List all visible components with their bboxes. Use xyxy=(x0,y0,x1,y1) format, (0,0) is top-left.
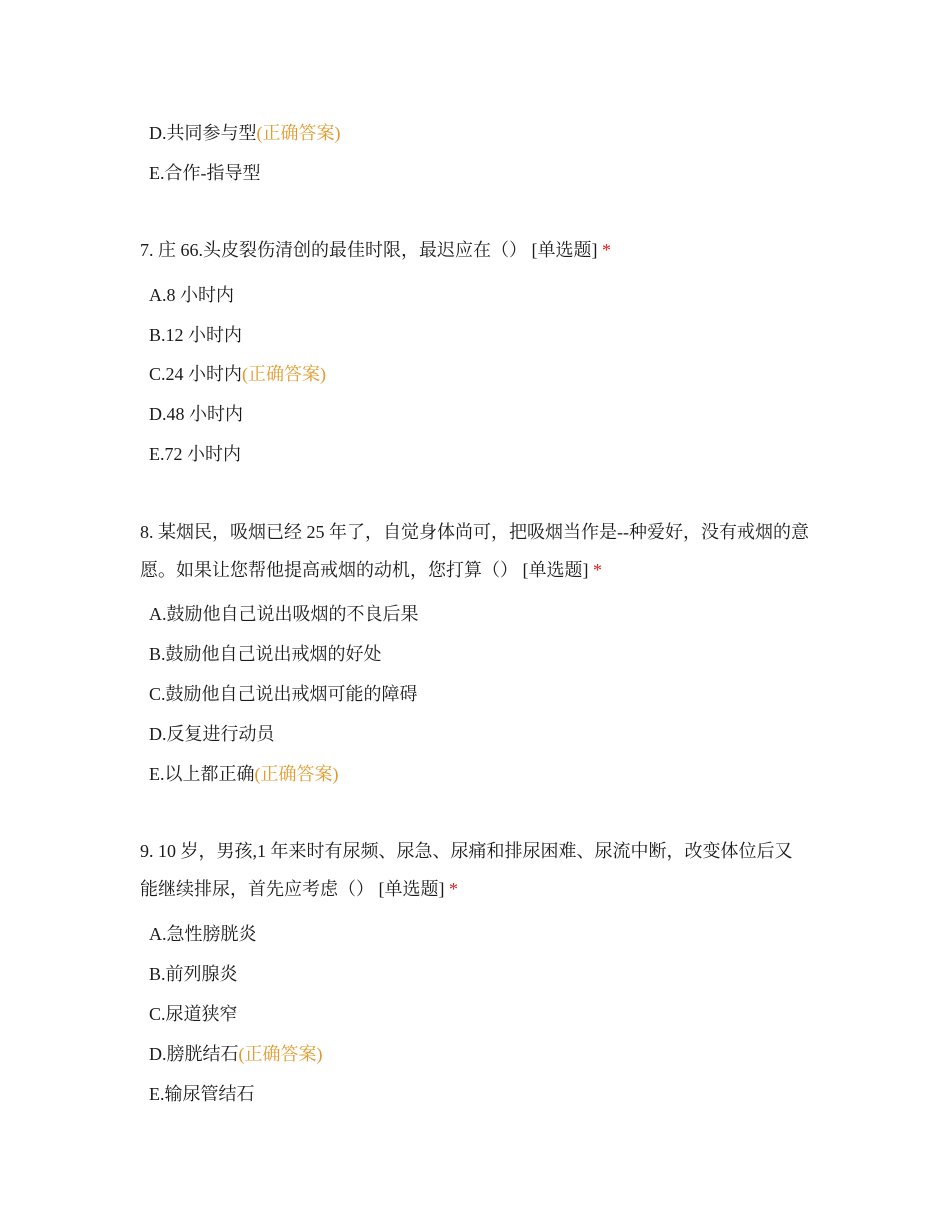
required-marker: * xyxy=(602,240,611,260)
option-text: C.尿道狭窄 xyxy=(149,1004,238,1024)
question-9-option-b[interactable] xyxy=(149,962,238,986)
question-9-option-d[interactable] xyxy=(149,1042,323,1066)
question-7-option-a[interactable] xyxy=(149,283,234,307)
question-8-option-b[interactable] xyxy=(149,642,382,666)
correct-answer-marker: (正确答案) xyxy=(256,123,341,143)
option-text: A.鼓励他自己说出吸烟的不良后果 xyxy=(149,604,419,624)
option-text: E.72 小时内 xyxy=(149,444,241,464)
option-text: D.膀胱结石 xyxy=(149,1044,239,1064)
option-text: D.反复进行动员 xyxy=(149,724,275,744)
question-9-title xyxy=(140,832,810,908)
option-text: E.输尿管结石 xyxy=(149,1084,255,1104)
prev-question-option-e[interactable] xyxy=(149,161,261,185)
question-8-option-a[interactable] xyxy=(149,602,419,626)
question-9-option-c[interactable] xyxy=(149,1002,238,1026)
option-text: E.合作-指导型 xyxy=(149,163,261,183)
question-8-option-e[interactable] xyxy=(149,762,339,786)
option-text: A.8 小时内 xyxy=(149,285,234,305)
question-7-title xyxy=(140,231,810,269)
question-8-title xyxy=(140,513,810,589)
question-9-option-e[interactable] xyxy=(149,1082,255,1106)
question-8-option-c[interactable] xyxy=(149,682,418,706)
question-7-option-d[interactable] xyxy=(149,402,243,426)
option-text: B.前列腺炎 xyxy=(149,964,238,984)
question-8-option-d[interactable] xyxy=(149,722,275,746)
question-7-option-e[interactable] xyxy=(149,442,241,466)
correct-answer-marker: (正确答案) xyxy=(238,1044,323,1064)
question-text: 8. 某烟民，吸烟已经 25 年了，自觉身体尚可，把吸烟当作是--种爱好，没有戒烟的意愿。如果让您帮他提高戒烟的动机，您打算（） [单选题] xyxy=(140,522,809,580)
option-text: B.鼓励他自己说出戒烟的好处 xyxy=(149,644,382,664)
correct-answer-marker: (正确答案) xyxy=(242,364,327,384)
option-text: A.急性膀胱炎 xyxy=(149,924,257,944)
question-7-option-c[interactable] xyxy=(149,362,326,386)
question-9-option-a[interactable] xyxy=(149,922,257,946)
required-marker: * xyxy=(593,560,602,580)
option-text: E.以上都正确 xyxy=(149,764,255,784)
option-text: C.24 小时内 xyxy=(149,364,243,384)
option-text: B.12 小时内 xyxy=(149,325,243,345)
prev-question-option-d[interactable] xyxy=(149,121,341,145)
correct-answer-marker: (正确答案) xyxy=(254,764,339,784)
option-text: D.共同参与型 xyxy=(149,123,257,143)
option-text: D.48 小时内 xyxy=(149,404,243,424)
question-7-option-b[interactable] xyxy=(149,323,242,347)
question-text: 7. 庄 66.头皮裂伤清创的最佳时限，最迟应在（） [单选题] xyxy=(140,240,598,260)
required-marker: * xyxy=(449,879,458,899)
option-text: C.鼓励他自己说出戒烟可能的障碍 xyxy=(149,684,418,704)
question-text: 9. 10 岁，男孩,1 年来时有尿频、尿急、尿痛和排尿困难、尿流中断，改变体位后又能继续排尿，首先应考虑（） [单选题] xyxy=(140,841,793,899)
